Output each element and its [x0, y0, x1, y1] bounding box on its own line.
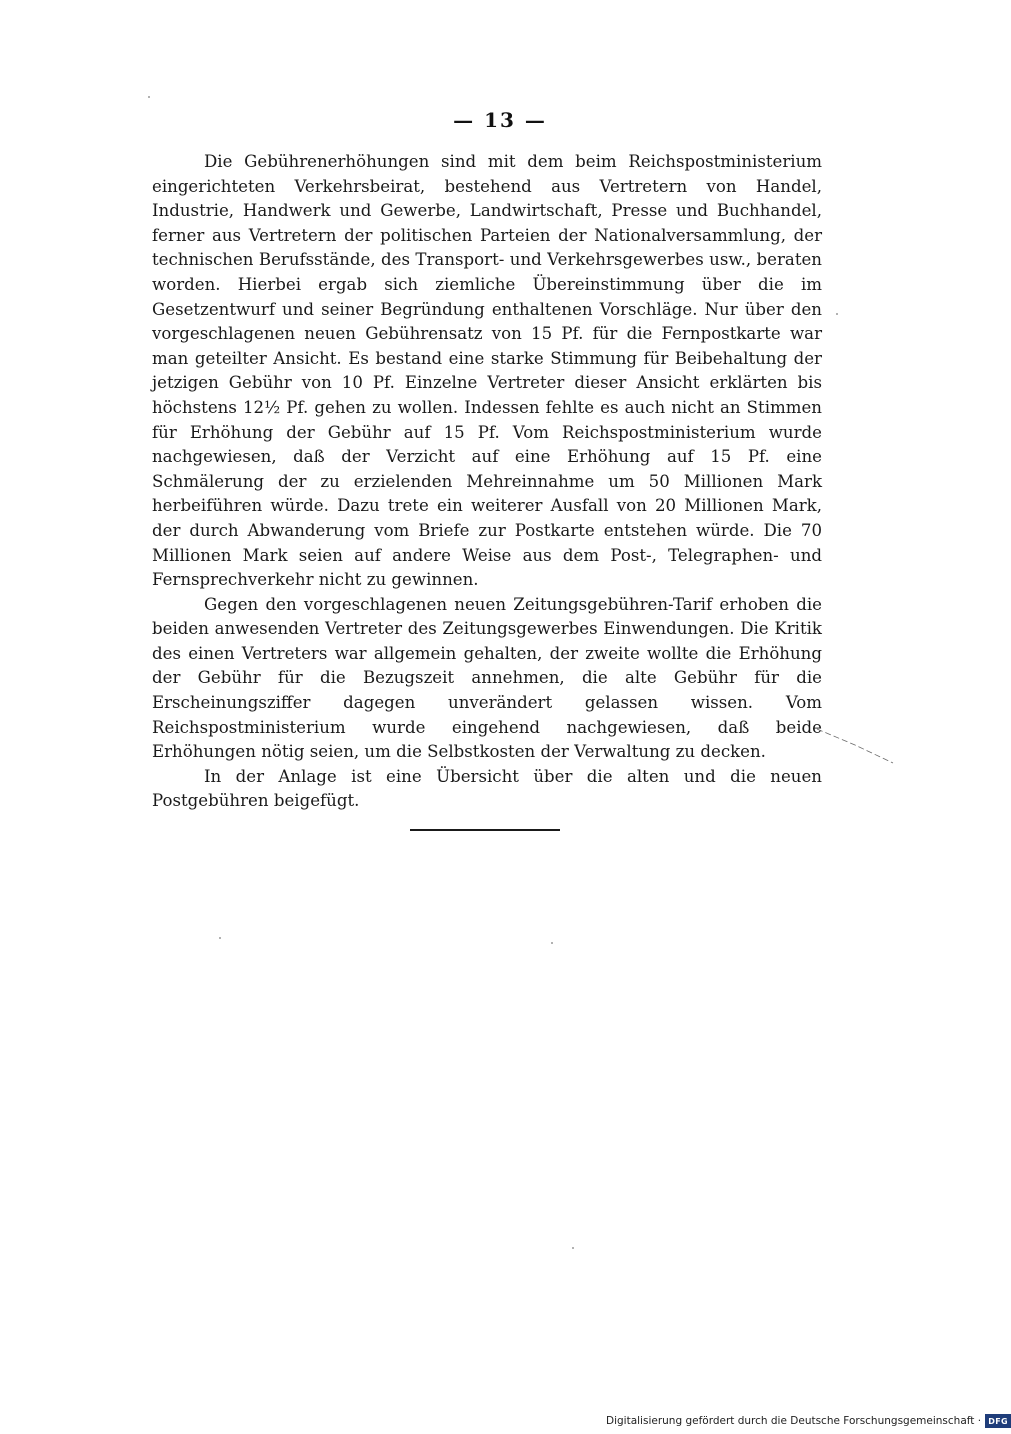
paragraph-appendix-note: In der Anlage ist eine Übersicht über die alten und die neuen Postgebühren beigefügt. [152, 766, 822, 811]
pencil-mark [815, 725, 895, 765]
funding-note: Digitalisierung gefördert durch die Deutsche Forschungsgemeinschaft · [606, 1415, 982, 1427]
paragraph-fee-increase: Die Gebührenerhöhungen sind mit dem beim Reichspostministerium eingerichteten Verkehrsbeirat, bestehend aus Vertretern von Handel, Industrie, Handwerk und Gewerbe, Landwirtschaft, Presse und Buchhandel, ferner aus Vertretern der politischen Parteien der Nationalversammlung, der technischen Berufsstände, des Transport- und Verkehrsgewerbes usw., beraten worden. Hierbei ergab sich ziemliche Übereinstimmung über die im Gesetzentwurf und seiner Begründung enthaltenen Vorschläge. Nur über den vorgeschlagenen neuen Gebührensatz von 15 Pf. für die Fernpostkarte war man geteilter Ansicht. Es bestand eine starke Stimmung für Beibehaltung der jetzigen Gebühr von 10 Pf. Einzelne Vertreter dieser Ansicht erklärten bis höchstens 12½ Pf. gehen zu wollen. Indessen fehlte es auch nicht an Stimmen für Erhöhung der Gebühr auf 15 Pf. Vom Reichspostministerium wurde nachgewiesen, daß der Verzicht auf eine Erhöhung auf 15 Pf. eine Schmälerung der zu erzielenden Mehreinnahme um 50 Millionen Mark herbeiführen würde. Dazu trete ein weiterer Ausfall von 20 Millionen Mark, der durch Abwanderung vom Briefe zur Postkarte entstehen würde. Die 70 Millionen Mark seien auf andere Weise aus dem Post-, Telegraphen- und Fernsprechverkehr nicht zu gewinnen. [152, 152, 822, 590]
paper-speck [572, 1247, 574, 1249]
closing-rule [410, 829, 560, 831]
paper-speck [219, 937, 221, 939]
body-text [152, 150, 822, 814]
dfg-logo-icon: DFG [985, 1414, 1011, 1428]
paper-speck [551, 942, 553, 944]
page-number: — 13 — [453, 108, 547, 132]
paper-speck [148, 96, 150, 98]
paper-speck [836, 313, 838, 315]
digitization-footer [606, 1413, 1011, 1429]
paragraph-newspaper-tariff: Gegen den vorgeschlagenen neuen Zeitungsgebühren-Tarif erhoben die beiden anwesenden Vertreter des Zeitungsgewerbes Einwendungen. Die Kritik des einen Vertreters war allgemein gehalten, der zweite wollte die Erhöhung der Gebühr für die Bezugszeit annehmen, die alte Gebühr für die Erscheinungsziffer dagegen unverändert gelassen wissen. Vom Reichspostministerium wurde eingehend nachgewiesen, daß beide Erhöhungen nötig seien, um die Selbstkosten der Verwaltung zu decken. [152, 594, 822, 762]
